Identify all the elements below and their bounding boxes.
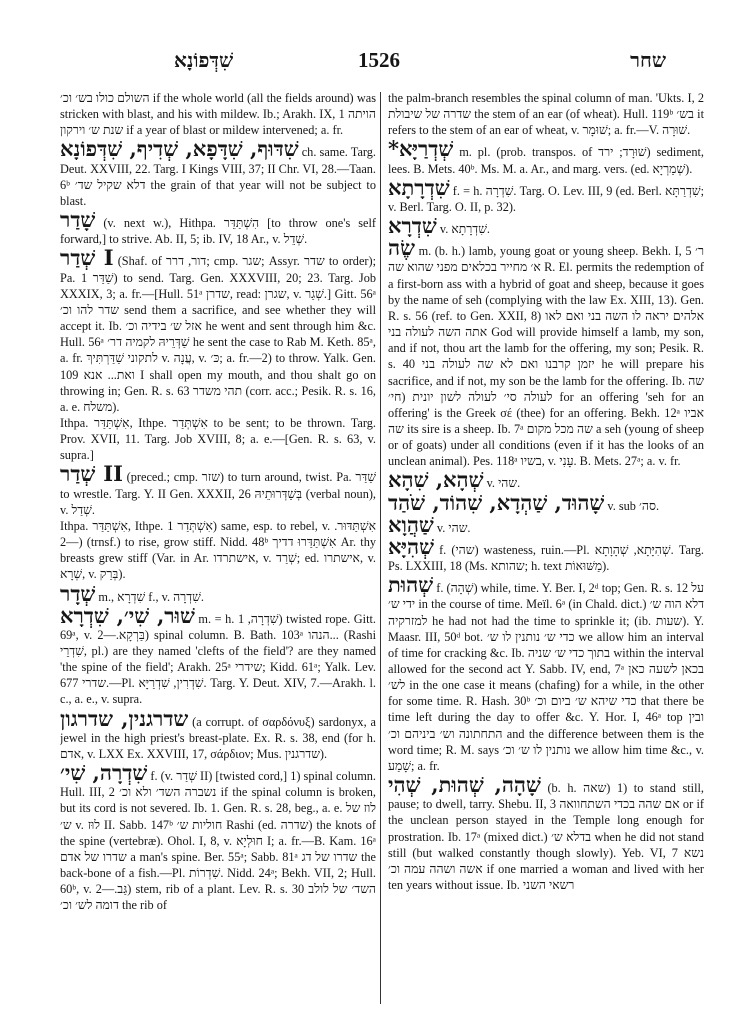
entry-headword: שִׁדְרָא	[388, 213, 437, 239]
dictionary-entry	[388, 138, 704, 176]
entry-text: (v. next w.), Hithpa. הִשְׁתַּדֵּר [to throw one's self forward,] to strive. Ab. II, 5; ib. IV, 18 Ar., v. שְׁדֵל.	[60, 216, 376, 247]
entry-headword: שְׁהִיָּא	[388, 533, 434, 559]
header-right-word: שחר	[630, 48, 666, 72]
dictionary-entry	[388, 489, 704, 515]
dictionary-entry	[388, 237, 704, 469]
entry-text: f. (v. שְׁדַר II) [twisted cord,] 1) spinal column. Hull. III, 2 נשברה השד׳ ולא וכ׳ if the spinal column is broken, but its cord is not severed. Ib. 1. Gen. R. s. 28, beg., a. e. לוז של ש׳ v. לוּז II. Sabb. 147ᵇ חוליות ש׳ Rashi (ed. שדרה) the knots of the spine (vertebræ). Ohol. I, 8, v. חוּלְיָא I; a. fr.—B. Kam. 16ᵃ שדרו של אדם a man's spine. Ber. 55ᵃ; Sabb. 81ᵃ שדרו של דג the back-bone of a fish.—Pl. שִׁדְרוֹת. Nidd. 24ᵃ; Bekh. VII, 2; Hull. 60ᵇ, v. גַּב.—2) stem, rib of a plant. Lev. R. s. 30 השד׳ של לולב דומה לש׳ וכ׳ the rib of	[60, 769, 376, 913]
entry-text: m. (b. h.) lamb, young goat or young sheep. Bekh. I, 5 ר׳ א׳ מחייר בכלאים מפני שהוא שה R. El. permits the redemption of a first-born ass with a hybrid of goat and sheep, because it goes by the name of seh (complying with the law Ex. XIII, 13). Gen. R. s. 56 (ref. to Gen. XXII, 8) אלהים יראה לו השה בני ואם לאו אתה השה לעולה בני God will provide himself a lamb, my son, and if not, thou art the lamb for the offering, my son; Pesik. R. s. 40 יזמן קרבנו ואם לא שה לעולה בני he will prepare his sacrifice, and if not, my son be the lamb for the offering. Ib. שה לעולה סי׳ לעולה לשון יונית (חי׳ for an offering 'seh for an offering' is the Greek σέ (thee) for an offering. Bekh. 12ᵃ אביו שה its sire is a sheep. Ib. 7ᵃ שה מכל מקום a seh (young of sheep or of goats) under all conditions (even if it has the looks of an unclean animal). Pes. 118ᵃ בשיו, v. עָנִי. B. Mets. 27ᵃ; a. v. fr.	[388, 244, 704, 469]
entry-text: (a corrupt. of σαρδόνυξ) sardonyx, a jewel in the high priest's breast-plate. Ex. R. s. 38, end (for h. אדם, v. LXX Ex. XXVIII, 17, σάρδιον; Mus. שדרגנין).	[60, 714, 376, 761]
dictionary-entry	[388, 174, 704, 215]
entry-headword: שְׁהָא, שִׁהָא	[388, 467, 484, 493]
entry-text: m. = h. שִׁדְרָה, 1) twisted rope. Gitt. 69ᵃ, v. בַּרְקָא.—2) spinal column. B. Bath. 103ᵃ הנהו... (Rashi שִׁדְרֵי, pl.) are they named 'clefts of the field'? are they named 'the spine of the field'; Arakh. 25ᵃ שידרי; Kidd. 61ᵃ; Yalk. Lev. 677 שדרי.—Pl. שִׁדְרִין, שִׁדְרַיָּא. Targ. Y. Deut. XIV, 7.—Arakh. l. c., a. e., v. supra.	[60, 611, 376, 707]
entry-text: (Shaf. of דור, דרר; cmp. שגר; Assyr. שדר to order); Pa. שַׁדַּר 1) to send. Targ. Gen. XXXVIII, 20; 23. Targ. Job XXXIX, 3; a. fr.—[Hull. 51ᵃ שדרן, read: שגרן, v. שְׁגַר.] Gitt. 56ᵃ שדר להו וכ׳ send them a sacrifice, and see whether they will accept it. Ib. אזל ש׳ בידיה וכ׳ he went and sent through him &c. Hull. 56ᵃ שַׁדְּרֵיהּ לקמיה דר׳ he sent the case to Rab M. Keth. 85ᵃ, a. fr. לתקוני שַׁדַּרְתִּיךְ v. עֲנָה, v. כּ׳; a. fr.—2) to throw. Yalk. Gen. 109 ואת... אנא I shall open my mouth, and thou shalt go on throwing in; Gen. R. s. 63 תהי משדר (corr. acc.; Pesik. R. s. 16, a. e. משלח).	[60, 254, 376, 414]
dictionary-entry	[60, 602, 376, 708]
dictionary-entry	[60, 247, 376, 415]
column-divider	[380, 92, 381, 1004]
entry-headword: שִׁדּוּף, שִׁדָּפָא, שְׁדִיף, שִׁדְּפוֹנָא	[60, 136, 299, 162]
dictionary-entry	[60, 518, 376, 583]
entry-text: v. sub סה׳.	[607, 498, 660, 513]
entry-headword: שִׁדְרָה, שִׁי׳	[60, 760, 148, 786]
dictionary-entry	[388, 215, 704, 237]
entry-text: v. שִׁדְרָתָא.	[439, 222, 490, 237]
entry-text: השולם כולו בש׳ וכ׳ if the whole world (all the fields around) was stricken with blast, and his with mildew. Ib.; Arakh. IX, 1 הויתה שנת ש׳ וירקון if a year of blast or mildew intervened; a. fr.	[60, 91, 376, 138]
dictionary-entry	[388, 511, 704, 537]
dictionary-entry	[60, 209, 376, 247]
entry-text: f. (שהי) wasteness, ruin.—Pl. שְׁהִיָּתָא, שְׁהָוָתָא. Targ. Ps. LXXIII, 18 (Ms. שהותא; h. text מַשּׁוּאוֹת).	[388, 542, 704, 574]
entry-text: v. שהי.	[436, 520, 471, 535]
header-left-word: שִׁדְּפוֹנָא	[174, 48, 234, 72]
entry-text: the palm-branch resembles the spinal column of man. 'Ukts. I, 2 שדרה של שיבולת the stem of an ear (of wheat). Hull. 119ᵇ בש׳ it refers to the stem of an ear of wheat, v. שׁוּמָר; a. fr.—V. שׁוּרָה.	[388, 91, 704, 138]
page-number: 1526	[358, 48, 400, 72]
entry-headword: שִׁדְרָתָא	[388, 174, 450, 200]
entry-text: f. (שְׁהָה) while, time. Y. Ber. I, 2ᵈ top; Gen. R. s. 12 על ידי ש׳ in the course of time. Meïl. 6ᵃ (in Chald. dict.) דלא הוה ש׳ למזרקיה he had not had the time to sprinkle it; (ib. שעות). Y. Maasr. III, 50ᵈ bot. כדי ש׳ נותנין לו ש׳ we allow him an interval of time for cracking &c. Ib. בתוך כדי ש׳ שניה within the interval allowed for the second act Y. Sabb. IV, end, 7ᵃ בכאן לשעה כאן לש׳ in the one case it means (chafing) for a while, in the other for some time. R. Hash. 30ᵇ כדי שיהא ש׳ ביום וכ׳ that there be time left during the day to offer &c. Y. Hor. I, 46ᵃ top ובין התחתונה וש׳ ביניהם וכ׳ and the difference between them is the word time; R. M. says נותנין לו ש׳ וכ׳ we allow him time &c., v. שָׁמַע; a. fr.	[388, 581, 704, 773]
entry-headword: שְׁדַר I	[60, 245, 114, 271]
entry-text: f. = h. שִׁדְרָה. Targ. O. Lev. III, 9 (ed. Berl. שִׁדְרַתָּא; v. Berl. Targ. O. II, p. 32).	[388, 183, 704, 214]
entry-text: (preced.; cmp. שזר) to turn around, twist. Pa. שַׁדַּר to wrestle. Targ. Y. II Gen. XXXII, 26 בְּשַׁדְּרוּתֵיהּ (verbal noun), v. שְׁדַל.	[60, 470, 376, 517]
entry-text: v. שהי.	[486, 476, 521, 491]
dictionary-entry	[388, 533, 704, 574]
entry-text: Ithpa. אִשְׁתַּדַּר, Ithpe. אִשְׁתְּדַר to be sent; to be thrown. Targ. Prov. XVII, 11. Targ. Job XVIII, 8; a. e.—[Gen. R. s. 63, v. supra.]	[60, 415, 376, 463]
dictionary-entry	[388, 90, 704, 138]
dictionary-entry	[388, 574, 704, 774]
right-column	[388, 90, 704, 1006]
dictionary-entry	[60, 705, 376, 762]
entry-text: m. pl. (prob. transpos. of שׁוּרָד; ירד) sediment, lees. B. Mets. 40ᵇ. Ms. M. a. Ar., and marg. vers. (ed. שְׁמַרְיָא).	[388, 145, 704, 176]
entry-text: ch. same. Targ. Deut. XXVIII, 22. Targ. I Kings VIII, 37; II Chr. VI, 28.—Taan. 6ᵇ דלא שקיל שד׳ the grain of that year will not be subject to blast.	[60, 145, 376, 208]
entry-headword: שׁוּר, שִׁי׳, שִׁדְרָא	[60, 602, 195, 628]
entry-headword: שְׁהוּת	[388, 572, 434, 598]
running-header	[62, 48, 696, 78]
entry-text: m., שִׁדְרָא f., v. שִׁדְרָה.	[98, 589, 204, 604]
entry-headword: שָׁהָה, שְׁהוּת, שְׁהִי	[388, 772, 541, 798]
entry-text: (b. h. שאה) 1) to stand still, pause; to dwell, tarry. Shebu. II, 3 אם שהה בכדי השתחוואה or if the unclean person stayed in the Temple long enough for prostration. Ib. 17ᵃ (mixed dict.) בדלא ש׳ when he did not stand still (but walked constantly though slowly). Yeb. VI, 7 נשא אשה ושהה עמה וכ׳ if one married a woman and lived with her ten years without issue. Ib. רשאי השני	[388, 781, 704, 893]
entry-headword: שְׁדַר II	[60, 461, 123, 487]
entry-headword: *שְׁדְרַיָּא	[388, 136, 454, 162]
dictionary-entry	[60, 415, 376, 463]
entry-headword: שַׁהֲוָא	[388, 511, 434, 537]
entry-headword: שְׁדָר	[60, 580, 96, 606]
left-column	[60, 90, 376, 1006]
entry-headword: שדרגנין, שדרגון	[60, 705, 189, 731]
dictionary-entry	[60, 90, 376, 138]
entry-headword: שֶׂה	[388, 235, 415, 261]
dictionary-entry	[60, 138, 376, 209]
dictionary-entry	[60, 463, 376, 517]
entry-headword: שָׁהוּד, שַׁהְדָא, שִׁהוֹד, שֹׁהַד	[388, 489, 605, 515]
dictionary-entry	[60, 762, 376, 913]
dictionary-entry	[60, 580, 376, 606]
entry-headword: שָׁדַר	[60, 207, 96, 233]
dictionary-entry	[388, 469, 704, 491]
entry-text: Ithpa. אִשְׁתַּדַּר, Ithpe. אִשְׁתְּדַר 1) same, esp. to rebel, v. אִשְׁתַּדּוּר.—2) (trnsf.) to rise, grow stiff. Nidd. 48ᵇ אִשְׁתַּדַּרוּ דדיך Ar. thy breasts grew stiff (Var. in Ar. אישתרדו, v. שְׁרַד; ed. אישתרו, v. שְׁרָא, v. בְּרַק).	[60, 518, 376, 582]
dictionary-entry	[388, 774, 704, 893]
